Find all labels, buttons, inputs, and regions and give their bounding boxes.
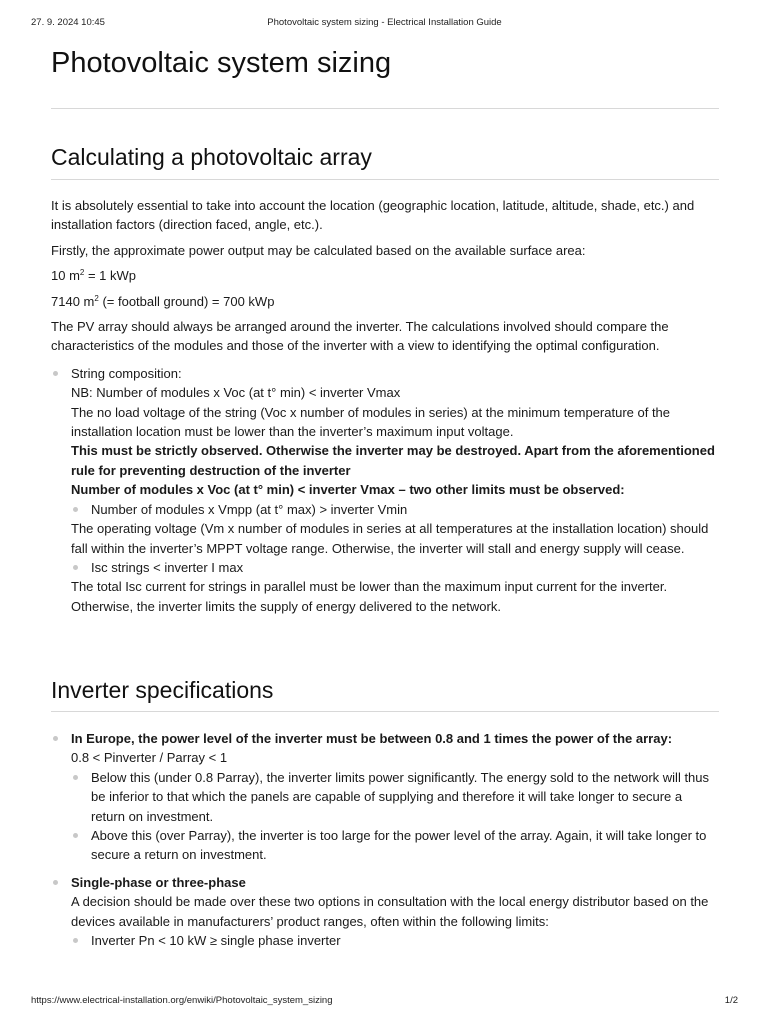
section-calculating-body — [51, 196, 719, 616]
list-item: Isc strings < inverter I max — [71, 558, 719, 577]
area-formula-2 — [51, 292, 719, 311]
area2-result: (= football ground) = 700 kWp — [98, 293, 275, 309]
area1-value: 10 m — [51, 268, 80, 284]
operating-voltage-text: The operating voltage (Vm x number of modules in series at all temperatures at the installation location) should fall within the inverter’s MPPT voltage range. Otherwise, the inverter will stall and energy supply will cease. — [71, 521, 709, 556]
section-inverter-body — [51, 729, 719, 950]
section-divider — [51, 711, 719, 712]
intro-paragraph: It is absolutely essential to take into account the location (geographic location, latitude, altitude, shade, etc.) and installation factors (direction faced, angle, etc.). — [51, 198, 695, 233]
warning-text: This must be strictly observed. Otherwise the inverter may be destroyed. Apart from the aforementioned rule for preventing destruction of the inverter — [71, 443, 715, 478]
power-formula: 0.8 < Pinverter / Parray < 1 — [71, 750, 228, 766]
print-doc-title: Photovoltaic system sizing - Electrical Installation Guide — [267, 17, 502, 28]
section-divider — [51, 179, 719, 180]
page-title: Photovoltaic system sizing — [51, 47, 392, 79]
isc-sublist — [71, 558, 719, 577]
inverter-list — [51, 729, 719, 950]
list-item — [51, 729, 719, 865]
area1-result: = 1 kWp — [84, 268, 137, 284]
print-url: https://www.electrical-installation.org/enwiki/Photovoltaic_system_sizing — [31, 995, 333, 1006]
area2-value: 7140 m — [51, 293, 95, 309]
print-datetime: 27. 9. 2024 10:45 — [31, 17, 105, 28]
no-load-text: The no load voltage of the string (Voc x number of modules in series) at the minimum temperature of the installation location must be lower than the inverter’s maximum input voltage. — [71, 404, 671, 440]
area2-exponent: 2 — [94, 293, 99, 303]
phase-title: Single-phase or three-phase — [71, 874, 246, 890]
area-formula-1 — [51, 266, 719, 285]
string-list — [51, 364, 719, 616]
area1-exponent: 2 — [79, 268, 85, 278]
list-item — [51, 364, 719, 616]
europe-title: In Europe, the power level of the inverter must be between 0.8 and 1 times the power of the array: — [71, 731, 673, 746]
phase-sublist — [71, 931, 719, 950]
firstly-paragraph: Firstly, the approximate power output may be calculated based on the available surface area: — [51, 242, 586, 258]
limits-sublist — [71, 500, 719, 519]
nb-rule: NB: Number of modules x Voc (at t° min) < inverter Vmax — [71, 385, 401, 401]
print-header — [31, 17, 738, 31]
total-isc-text: The total Isc current for strings in parallel must be lower than the maximum input current for the inverter. Otherwise, the inverter limits the supply of energy delivered to the network. — [71, 579, 668, 614]
list-item: Number of modules x Vmpp (at t° max) > inverter Vmin — [71, 500, 719, 519]
list-item: Below this (under 0.8 Parray), the inverter limits power significantly. The energy sold to the network will thus be inferior to that which the panels are capable of supplying and therefore it will take longer to secure a return on investment. — [71, 768, 719, 826]
limits-rule: Number of modules x Voc (at t° min) < inverter Vmax – two other limits must be observed: — [71, 482, 625, 498]
list-item — [51, 873, 719, 951]
pv-array-paragraph: The PV array should always be arranged around the inverter. The calculations involved should compare the characteristics of the modules and those of the inverter with a view to identifying the optimal configuration. — [51, 319, 669, 354]
section-heading-inverter: Inverter specifications — [51, 677, 274, 703]
list-item: Inverter Pn < 10 kW ≥ single phase inverter — [71, 931, 719, 950]
title-divider — [51, 108, 719, 109]
page-number: 1/2 — [724, 995, 738, 1006]
europe-sublist — [71, 768, 719, 865]
string-composition-title: String composition: — [71, 365, 182, 381]
phase-text: A decision should be made over these two options in consultation with the local energy distributor based on the devices available in manufacturers’ product ranges, often within the following limits: — [71, 894, 709, 929]
list-item: Above this (over Parray), the inverter is too large for the power level of the array. Again, it will take longer to secure a return on investment. — [71, 826, 719, 865]
print-footer — [31, 995, 738, 1009]
section-heading-calculating: Calculating a photovoltaic array — [51, 144, 372, 170]
